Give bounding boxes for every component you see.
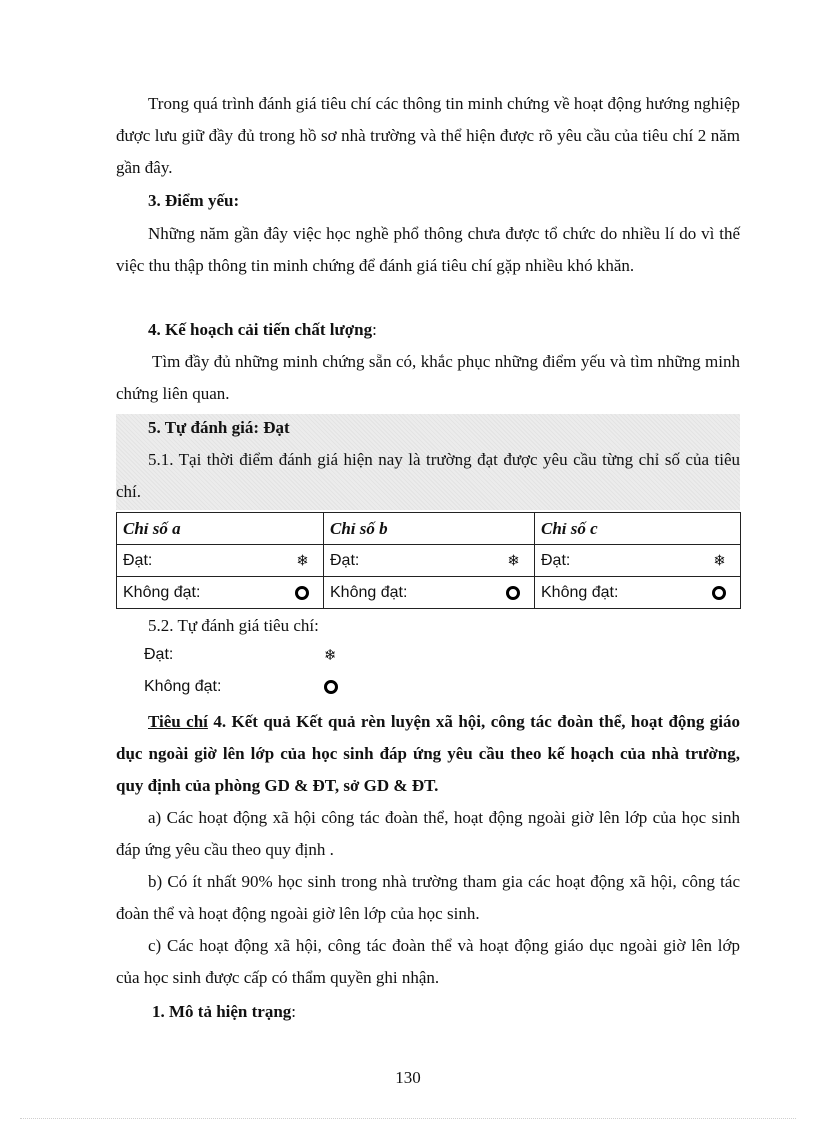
ring-icon (295, 586, 309, 600)
paragraph-evidence: Trong quá trình đánh giá tiêu chí các thông tin minh chứng về hoạt động hướng nghiệp được lưu giữ đầy đủ trong hồ sơ nhà trường và thể hiện được rõ yêu cầu của tiêu chí 2 năm gần đây. (116, 94, 740, 177)
criterion-4-title (116, 706, 740, 802)
cell-a-fail (117, 577, 324, 609)
heading-improvement-text: 4. Kế hoạch cải tiến chất lượng (148, 320, 373, 339)
criterion-4-item-c: c) Các hoạt động xã hội, công tác đoàn thể và hoạt động giáo dục ngoài giờ lên lớp của học sinh được cấp có thẩm quyền ghi nhận. (116, 936, 740, 987)
heading-weaknesses: 3. Điểm yếu: (148, 191, 240, 210)
snowflake-icon: ❄ (507, 551, 520, 569)
cell-c-fail (535, 577, 741, 609)
paragraph-5-1: 5.1. Tại thời điểm đánh giá hiện nay là trường đạt được yêu cầu từng chỉ số của tiêu chí. (116, 450, 740, 501)
self-eval-pass-label: Đạt: (144, 646, 174, 663)
cell-label: Đạt: (330, 551, 360, 569)
table-row-pass (117, 545, 741, 577)
snowflake-icon: ❄ (324, 646, 337, 664)
cell-label: Đạt: (541, 551, 571, 569)
header-index-a: Chỉ số a (117, 513, 324, 545)
cell-a-pass (117, 545, 324, 577)
self-eval-fail-label: Không đạt: (144, 678, 222, 695)
cell-label: Không đạt: (123, 583, 201, 601)
ring-icon-wrap (324, 680, 338, 699)
criterion-label: Tiêu chí (148, 712, 208, 731)
paragraph-weaknesses: Những năm gần đây việc học nghề phổ thông chưa được tổ chức do nhiều lí do vì thế việc thu thập thông tin minh chứng để đánh giá tiêu chí gặp nhiều khó khăn. (116, 224, 740, 275)
ring-icon (712, 586, 726, 600)
paragraph-5-2: 5.2. Tự đánh giá tiêu chí: (148, 616, 319, 635)
cell-b-fail (324, 577, 535, 609)
page-bottom-divider (20, 1118, 796, 1119)
page-number: 130 (395, 1068, 421, 1087)
cell-b-pass (324, 545, 535, 577)
heading-current-status (152, 996, 296, 1028)
criterion-4-item-b: b) Có ít nhất 90% học sinh trong nhà trường tham gia các hoạt động xã hội, công tác đoàn thể và hoạt động ngoài giờ lên lớp của học sinh. (116, 872, 740, 923)
heading-improvement-colon: : (372, 320, 377, 339)
cell-c-pass (535, 545, 741, 577)
criteria-table (116, 512, 741, 609)
snowflake-icon: ❄ (296, 551, 309, 569)
criterion-4-item-a: a) Các hoạt động xã hội công tác đoàn thể, hoạt động ngoài giờ lên lớp của học sinh đáp ứng yêu cầu theo quy định . (116, 808, 740, 859)
ring-icon (506, 586, 520, 600)
ring-icon (324, 680, 338, 694)
table-row-fail (117, 577, 741, 609)
heading-status-colon: : (291, 1002, 297, 1021)
table-header-row (117, 513, 741, 545)
paragraph-improvement: Tìm đầy đủ những minh chứng sẵn có, khắc phục những điểm yếu và tìm những minh chứng liên quan. (116, 352, 740, 403)
heading-status-text: 1. Mô tả hiện trạng (152, 1002, 292, 1021)
heading-improvement-plan (148, 314, 377, 346)
criterion-title-text: 4. Kết quả Kết quả rèn luyện xã hội, công tác đoàn thể, hoạt động giáo dục ngoài giờ lên lớp của học sinh đáp ứng yêu cầu theo kế hoạch của nhà trường, quy định của phòng GD & ĐT, sở GD & ĐT. (116, 712, 740, 795)
cell-label: Đạt: (123, 551, 153, 569)
header-index-b: Chỉ số b (324, 513, 535, 545)
heading-self-evaluation: 5. Tự đánh giá: Đạt (148, 418, 290, 437)
cell-label: Không đạt: (541, 583, 619, 601)
cell-label: Không đạt: (330, 583, 408, 601)
snowflake-icon: ❄ (713, 551, 726, 569)
header-index-c: Chỉ số c (535, 513, 741, 545)
